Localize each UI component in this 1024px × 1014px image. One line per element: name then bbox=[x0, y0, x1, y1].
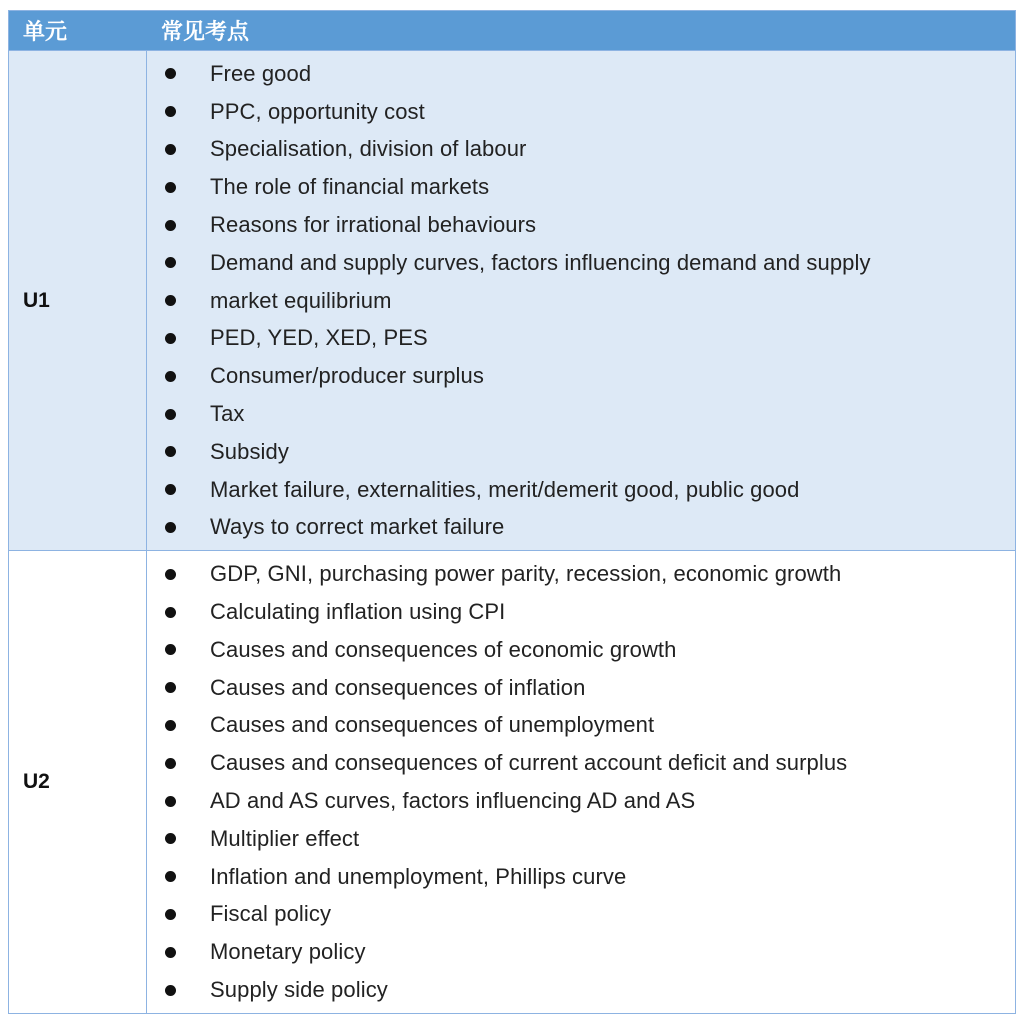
header-unit-label: 单元 bbox=[23, 20, 68, 45]
topic-text: Ways to correct market failure bbox=[210, 514, 505, 540]
unit-cell: U1 bbox=[9, 51, 147, 550]
bullet-icon bbox=[165, 68, 176, 79]
list-item bbox=[147, 320, 1015, 358]
list-item bbox=[147, 357, 1015, 395]
topic-text: Calculating inflation using CPI bbox=[210, 599, 506, 625]
topic-text: Demand and supply curves, factors influencing demand and supply bbox=[210, 249, 871, 275]
table-body bbox=[9, 50, 1015, 1013]
bullet-icon bbox=[165, 833, 176, 844]
list-item bbox=[147, 395, 1015, 433]
topic-text: Supply side policy bbox=[210, 977, 388, 1003]
topic-text: Causes and consequences of unemployment bbox=[210, 712, 655, 738]
topic-text: Fiscal policy bbox=[210, 901, 332, 927]
list-item bbox=[147, 244, 1015, 282]
bullet-icon bbox=[165, 682, 176, 693]
topic-text: Free good bbox=[210, 60, 312, 86]
list-item bbox=[147, 93, 1015, 131]
list-item bbox=[147, 669, 1015, 707]
topic-text: Market failure, externalities, merit/demerit good, public good bbox=[210, 476, 800, 502]
topic-text: Multiplier effect bbox=[210, 825, 360, 851]
bullet-icon bbox=[165, 446, 176, 457]
table-row bbox=[9, 50, 1015, 550]
bullet-icon bbox=[165, 871, 176, 882]
topic-text: Consumer/producer surplus bbox=[210, 363, 484, 389]
topic-text: Causes and consequences of economic growth bbox=[210, 636, 677, 662]
header-topics-label: 常见考点 bbox=[161, 20, 250, 45]
list-item bbox=[147, 631, 1015, 669]
bullet-icon bbox=[165, 644, 176, 655]
list-item bbox=[147, 131, 1015, 169]
topic-text: market equilibrium bbox=[210, 287, 392, 313]
bullet-icon bbox=[165, 985, 176, 996]
table-header bbox=[9, 11, 1015, 50]
syllabus-table bbox=[8, 10, 1016, 1014]
list-item bbox=[147, 433, 1015, 471]
bullet-icon bbox=[165, 758, 176, 769]
bullet-icon bbox=[165, 333, 176, 344]
bullet-icon bbox=[165, 947, 176, 958]
table-row bbox=[9, 550, 1015, 1013]
bullet-icon bbox=[165, 796, 176, 807]
topic-text: Subsidy bbox=[210, 438, 289, 464]
bullet-icon bbox=[165, 257, 176, 268]
bullet-icon bbox=[165, 295, 176, 306]
list-item bbox=[147, 471, 1015, 509]
list-item bbox=[147, 933, 1015, 971]
list-item bbox=[147, 858, 1015, 896]
bullet-icon bbox=[165, 569, 176, 580]
list-item bbox=[147, 707, 1015, 745]
list-item bbox=[147, 55, 1015, 93]
bullet-icon bbox=[165, 909, 176, 920]
list-item bbox=[147, 168, 1015, 206]
topic-text: Causes and consequences of current account deficit and surplus bbox=[210, 750, 848, 776]
topic-text: PED, YED, XED, PES bbox=[210, 325, 428, 351]
unit-cell: U2 bbox=[9, 551, 147, 1013]
topic-text: AD and AS curves, factors influencing AD and AS bbox=[210, 788, 696, 814]
list-item bbox=[147, 593, 1015, 631]
bullet-icon bbox=[165, 182, 176, 193]
list-item bbox=[147, 282, 1015, 320]
list-item bbox=[147, 971, 1015, 1009]
bullet-icon bbox=[165, 371, 176, 382]
topic-text: Monetary policy bbox=[210, 939, 366, 965]
list-item bbox=[147, 820, 1015, 858]
list-item bbox=[147, 896, 1015, 934]
list-item bbox=[147, 206, 1015, 244]
topic-text: The role of financial markets bbox=[210, 174, 490, 200]
bullet-icon bbox=[165, 720, 176, 731]
bullet-icon bbox=[165, 484, 176, 495]
list-item bbox=[147, 509, 1015, 547]
topic-text: Reasons for irrational behaviours bbox=[210, 212, 537, 238]
topic-text: GDP, GNI, purchasing power parity, recession, economic growth bbox=[210, 561, 842, 587]
list-item bbox=[147, 744, 1015, 782]
topic-text: PPC, opportunity cost bbox=[210, 98, 425, 124]
topics-cell bbox=[147, 551, 1015, 1013]
topic-text: Causes and consequences of inflation bbox=[210, 674, 586, 700]
topic-text: Tax bbox=[210, 401, 245, 427]
bullet-icon bbox=[165, 106, 176, 117]
bullet-icon bbox=[165, 144, 176, 155]
list-item bbox=[147, 555, 1015, 593]
topic-text: Inflation and unemployment, Phillips curve bbox=[210, 863, 627, 889]
bullet-icon bbox=[165, 607, 176, 618]
bullet-icon bbox=[165, 409, 176, 420]
bullet-icon bbox=[165, 522, 176, 533]
list-item bbox=[147, 782, 1015, 820]
topics-cell bbox=[147, 51, 1015, 550]
topic-text: Specialisation, division of labour bbox=[210, 136, 527, 162]
bullet-icon bbox=[165, 220, 176, 231]
